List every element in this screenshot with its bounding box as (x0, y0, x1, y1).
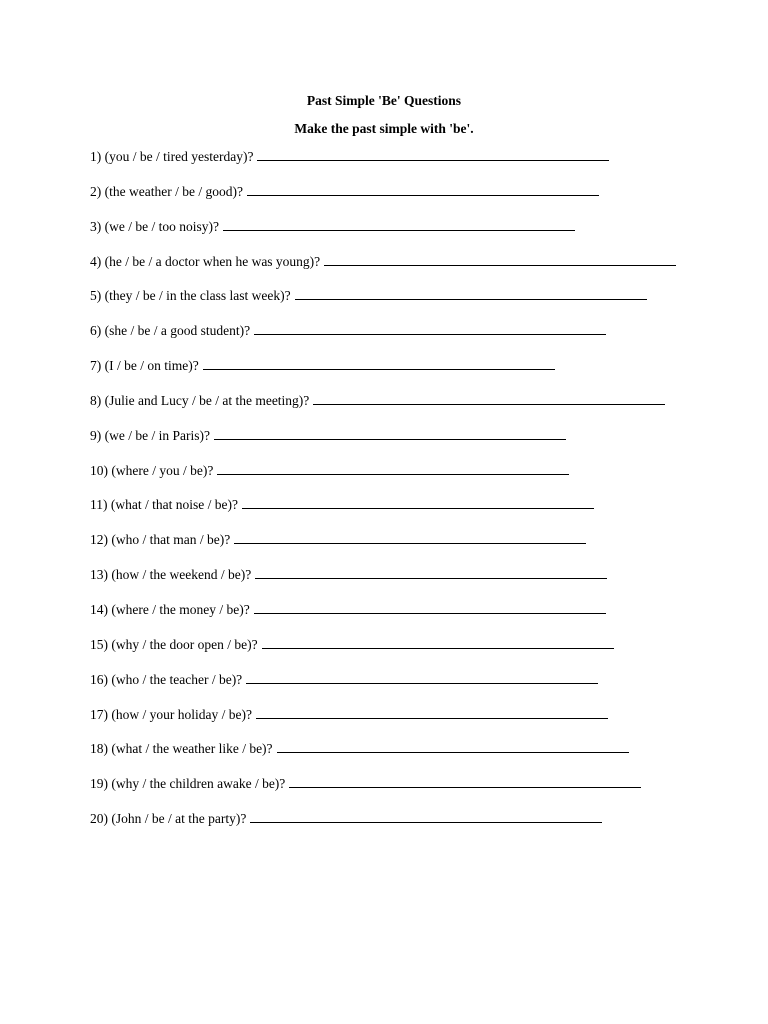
answer-line[interactable] (214, 427, 566, 440)
question-item (90, 775, 676, 810)
question-item (90, 496, 676, 531)
question-item (90, 287, 676, 322)
question-prompt: 2) (the weather / be / good)? (90, 183, 243, 199)
question-prompt: 14) (where / the money / be)? (90, 601, 250, 617)
answer-line[interactable] (246, 671, 598, 684)
question-item (90, 462, 676, 497)
answer-line[interactable] (289, 775, 641, 788)
answer-line[interactable] (247, 183, 599, 196)
question-prompt: 7) (I / be / on time)? (90, 358, 199, 374)
question-item (90, 183, 676, 218)
answer-line[interactable] (262, 636, 614, 649)
question-item (90, 322, 676, 357)
question-prompt: 1) (you / be / tired yesterday)? (90, 149, 254, 164)
question-prompt: 5) (they / be / in the class last week)? (90, 288, 291, 304)
question-item (90, 218, 676, 253)
answer-line[interactable] (277, 740, 629, 753)
answer-line[interactable] (324, 253, 676, 266)
question-item (90, 636, 676, 671)
answer-line[interactable] (313, 392, 665, 405)
question-prompt: 3) (we / be / too noisy)? (90, 218, 219, 234)
question-prompt: 4) (he / be / a doctor when he was young)? (90, 253, 321, 269)
worksheet-title: Past Simple 'Be' Questions (306, 93, 462, 108)
question-item (90, 671, 676, 706)
answer-line[interactable] (242, 496, 594, 509)
question-prompt: 10) (where / you / be)? (90, 462, 214, 478)
question-prompt: 9) (we / be / in Paris)? (90, 427, 210, 443)
question-item (90, 601, 676, 636)
answer-line[interactable] (256, 706, 608, 719)
question-item (90, 706, 676, 741)
question-prompt: 17) (how / your holiday / be)? (90, 706, 252, 722)
question-item (90, 148, 676, 183)
question-prompt: 6) (she / be / a good student)? (90, 323, 251, 339)
question-prompt: 8) (Julie and Lucy / be / at the meeting)? (90, 392, 310, 408)
answer-line[interactable] (234, 531, 586, 544)
answer-line[interactable] (255, 566, 607, 579)
question-item (90, 357, 676, 392)
answer-line[interactable] (217, 462, 569, 475)
answer-line[interactable] (295, 287, 647, 300)
answer-line[interactable] (257, 148, 609, 161)
question-prompt: 15) (why / the door open / be)? (90, 636, 258, 652)
answer-line[interactable] (203, 357, 555, 370)
question-prompt: 19) (why / the children awake / be)? (90, 776, 286, 792)
worksheet-instruction: Make the past simple with 'be'. (294, 121, 474, 136)
question-prompt: 20) (John / be / at the party)? (90, 811, 247, 827)
question-prompt: 13) (how / the weekend / be)? (90, 567, 252, 583)
question-item (90, 253, 676, 288)
question-item (90, 427, 676, 462)
question-prompt: 18) (what / the weather like / be)? (90, 741, 273, 757)
question-item (90, 566, 676, 601)
question-item (90, 810, 676, 845)
answer-line[interactable] (250, 810, 602, 823)
question-prompt: 11) (what / that noise / be)? (90, 497, 238, 513)
question-list (90, 148, 676, 845)
answer-line[interactable] (254, 322, 606, 335)
question-item (90, 531, 676, 566)
answer-line[interactable] (223, 218, 575, 231)
question-item (90, 392, 676, 427)
question-prompt: 12) (who / that man / be)? (90, 532, 231, 548)
question-item (90, 740, 676, 775)
answer-line[interactable] (254, 601, 606, 614)
question-prompt: 16) (who / the teacher / be)? (90, 671, 243, 687)
